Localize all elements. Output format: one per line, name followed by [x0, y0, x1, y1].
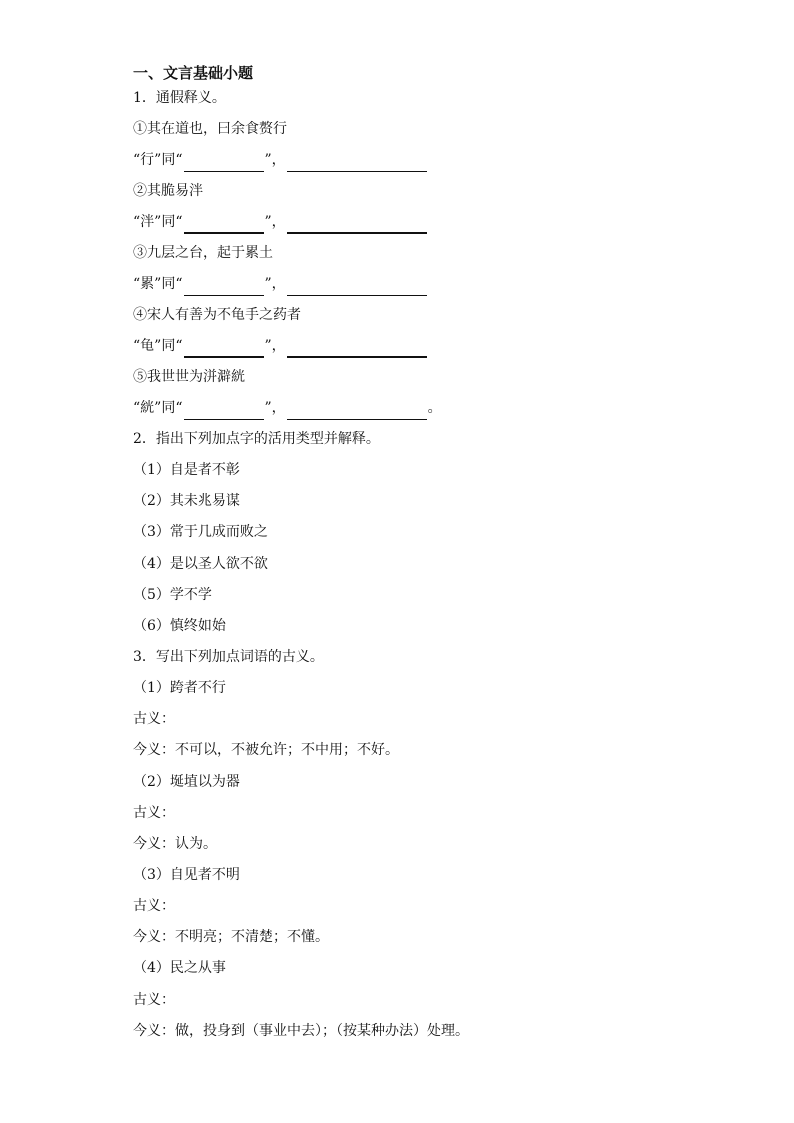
q1-item-4-close: ”，: [264, 338, 286, 354]
q1-item-4-same: 同“: [161, 338, 183, 354]
q1-item-5-blank-meaning[interactable]: [287, 402, 427, 420]
q1-prompt: 1．通假释义。: [133, 90, 226, 106]
q3-item-1-phrase: （1）跨者不行: [133, 680, 226, 696]
q1-item-3-same: 同“: [161, 276, 183, 292]
q1-item-5-close: ”，: [264, 400, 286, 416]
q1-item-2-answer-line: [133, 210, 428, 234]
q3-item-4-ancient-label: 古义：: [133, 992, 175, 1008]
q1-item-1-same: 同“: [161, 152, 183, 168]
q1-item-2-same: 同“: [161, 214, 183, 230]
q3-item-2-modern: 今义：认为。: [133, 836, 217, 852]
q1-item-2-close: ”，: [264, 214, 286, 230]
q1-item-5-same: 同“: [161, 400, 183, 416]
q2-item-3: （3）常于几成而败之: [133, 524, 268, 540]
q1-item-1-blank-char[interactable]: [184, 154, 264, 172]
q1-item-3-sentence: ③九层之台，起于累土: [133, 245, 273, 261]
q1-item-1-sentence: ①其在道也，曰余食赘行: [133, 121, 287, 137]
q1-item-5-blank-char[interactable]: [184, 402, 264, 420]
q2-item-6: （6）慎终如始: [133, 618, 226, 634]
q2-item-4: （4）是以圣人欲不欲: [133, 556, 268, 572]
q2-item-5: （5）学不学: [133, 587, 212, 603]
q3-item-2-phrase: （2）埏埴以为器: [133, 774, 240, 790]
q1-item-4-blank-meaning[interactable]: [287, 339, 427, 358]
q1-item-4-answer-line: [133, 334, 428, 358]
q3-item-3-ancient-label: 古义：: [133, 898, 175, 914]
q1-item-2-sentence: ②其脆易泮: [133, 183, 203, 199]
q3-item-3-modern: 今义：不明亮；不清楚；不懂。: [133, 929, 329, 945]
q1-item-1-close: ”，: [264, 152, 286, 168]
q1-item-3-close: ”，: [264, 276, 286, 292]
q2-item-2: （2）其未兆易谋: [133, 493, 240, 509]
q1-item-3-answer-line: [133, 272, 428, 296]
q3-item-1-ancient-label: 古义：: [133, 711, 175, 727]
q1-item-3-char: “累”: [133, 276, 162, 292]
q1-item-4-char: “龟”: [133, 338, 162, 354]
q3-prompt: 3．写出下列加点词语的古义。: [133, 649, 324, 665]
section-title: 一、文言基础小题: [133, 64, 254, 82]
q1-item-1-blank-meaning[interactable]: [287, 154, 427, 172]
q1-item-1-char: “行”: [133, 152, 162, 168]
q1-item-1-answer-line: [133, 148, 428, 172]
q3-item-4-phrase: （4）民之从事: [133, 960, 226, 976]
q1-item-3-blank-char[interactable]: [184, 278, 264, 296]
q1-item-2-char: “泮”: [133, 214, 162, 230]
q1-item-3-blank-meaning[interactable]: [287, 278, 427, 296]
q1-item-2-blank-meaning[interactable]: [287, 215, 427, 234]
q3-item-2-ancient-label: 古义：: [133, 805, 175, 821]
q1-item-5-sentence: ⑤我世世为洴澼絖: [133, 369, 245, 385]
q3-item-3-phrase: （3）自见者不明: [133, 867, 240, 883]
q1-item-4-blank-char[interactable]: [184, 339, 264, 358]
q2-item-1: （1）自是者不彰: [133, 462, 240, 478]
q1-item-2-blank-char[interactable]: [184, 215, 264, 234]
q1-item-5-end: 。: [427, 400, 442, 416]
q1-item-5-char: “絖”: [133, 400, 162, 416]
q1-item-4-sentence: ④宋人有善为不龟手之药者: [133, 307, 301, 323]
q3-item-4-modern: 今义：做，投身到（事业中去）；（按某种办法）处理。: [133, 1023, 469, 1039]
q1-item-5-answer-line: [133, 396, 442, 420]
q3-item-1-modern: 今义：不可以，不被允许；不中用；不好。: [133, 742, 399, 758]
q2-prompt: 2．指出下列加点字的活用类型并解释。: [133, 431, 380, 447]
